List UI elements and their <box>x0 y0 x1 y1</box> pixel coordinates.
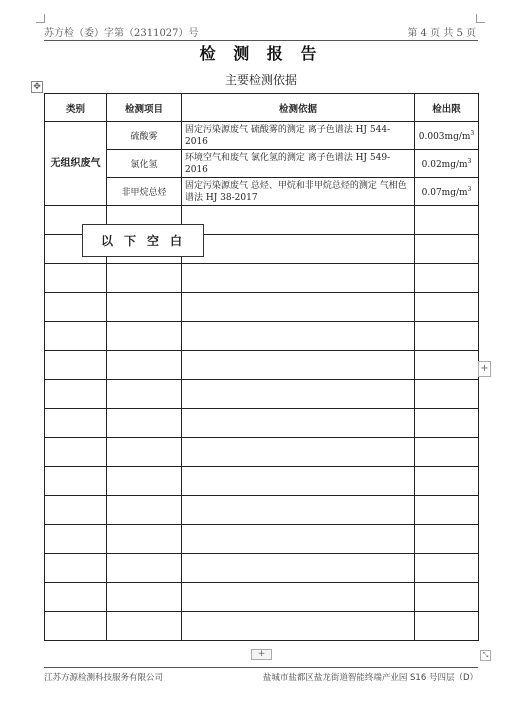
limit-cell <box>415 122 479 150</box>
empty-cell <box>107 467 182 496</box>
empty-cell <box>107 264 182 293</box>
column-header-basis: 检测依据 <box>182 94 415 122</box>
empty-cell <box>415 380 479 409</box>
empty-cell <box>415 351 479 380</box>
empty-cell <box>107 380 182 409</box>
table-row <box>45 150 479 178</box>
empty-cell <box>415 438 479 467</box>
section-subtitle: 主要检测依据 <box>224 73 297 87</box>
column-header-category: 类别 <box>45 94 107 122</box>
table-move-handle[interactable] <box>31 81 43 93</box>
empty-cell <box>107 612 182 641</box>
empty-cell <box>182 496 415 525</box>
empty-cell <box>182 467 415 496</box>
basis-cell: 环境空气和废气 氯化氢的测定 离子色谱法 HJ 549-2016 <box>182 150 415 178</box>
empty-cell <box>182 293 415 322</box>
page-header <box>44 22 478 41</box>
empty-cell <box>182 264 415 293</box>
empty-cell <box>182 409 415 438</box>
empty-cell <box>107 554 182 583</box>
plus-icon: + <box>480 363 489 374</box>
column-header-item: 检测项目 <box>107 94 182 122</box>
empty-table-row <box>45 409 479 438</box>
limit-cell <box>415 178 479 206</box>
empty-table-row <box>45 583 479 612</box>
empty-cell <box>182 322 415 351</box>
empty-cell <box>45 293 107 322</box>
empty-cell <box>107 496 182 525</box>
empty-cell <box>45 380 107 409</box>
add-column-handle[interactable] <box>478 361 491 377</box>
empty-cell <box>45 322 107 351</box>
empty-cell <box>107 351 182 380</box>
empty-cell <box>107 293 182 322</box>
column-header-limit: 检出限 <box>415 94 479 122</box>
empty-table-row <box>45 612 479 641</box>
empty-cell <box>45 496 107 525</box>
empty-cell <box>107 409 182 438</box>
empty-cell <box>107 525 182 554</box>
resize-icon: ⤡ <box>482 651 489 659</box>
empty-cell <box>415 583 479 612</box>
empty-cell <box>182 612 415 641</box>
empty-cell <box>107 438 182 467</box>
page-info: 第 4 页 共 5 页 <box>407 28 476 39</box>
empty-cell <box>45 264 107 293</box>
empty-cell <box>415 322 479 351</box>
limit-unit-superscript: 3 <box>467 185 472 193</box>
move-icon: ✥ <box>33 82 41 92</box>
empty-cell <box>182 583 415 612</box>
empty-table-row <box>45 467 479 496</box>
empty-table-row <box>45 525 479 554</box>
empty-table-row <box>45 293 479 322</box>
empty-table-row <box>45 351 479 380</box>
item-cell: 非甲烷总烃 <box>107 178 182 206</box>
table-row <box>45 122 479 150</box>
empty-cell <box>415 554 479 583</box>
empty-cell <box>182 554 415 583</box>
company-address: 盐城市盐都区盐龙街道智能终端产业园 S16 号四层（D） <box>262 673 478 683</box>
empty-rows <box>45 206 479 641</box>
empty-table-row <box>45 264 479 293</box>
empty-cell <box>415 235 479 264</box>
add-row-handle[interactable] <box>251 649 272 660</box>
empty-cell <box>415 525 479 554</box>
empty-cell <box>45 612 107 641</box>
table-header-row <box>45 94 479 122</box>
empty-cell <box>182 351 415 380</box>
empty-cell <box>182 525 415 554</box>
empty-cell <box>415 467 479 496</box>
empty-cell <box>45 525 107 554</box>
empty-cell <box>182 438 415 467</box>
basis-table <box>44 93 479 641</box>
empty-cell <box>415 264 479 293</box>
empty-cell <box>107 322 182 351</box>
category-cell: 无组织废气 <box>45 122 107 206</box>
limit-value: 0.003mg/m <box>418 131 471 142</box>
empty-cell <box>182 206 415 235</box>
page-footer <box>44 667 478 683</box>
empty-table-row <box>45 438 479 467</box>
empty-cell <box>45 351 107 380</box>
limit-unit-superscript: 3 <box>467 157 472 165</box>
item-cell: 氯化氢 <box>107 150 182 178</box>
limit-value: 0.07mg/m <box>421 187 468 198</box>
basis-cell: 固定污染源废气 总烃、甲烷和非甲烷总烃的测定 气相色谱法 HJ 38-2017 <box>182 178 415 206</box>
limit-cell <box>415 150 479 178</box>
empty-cell <box>182 235 415 264</box>
company-name: 江苏方源检测科技服务有限公司 <box>44 673 164 683</box>
empty-cell <box>415 612 479 641</box>
empty-cell <box>45 583 107 612</box>
empty-cell <box>415 293 479 322</box>
report-number: 苏方检（委）字第（2311027）号 <box>44 28 199 39</box>
empty-cell <box>182 380 415 409</box>
table-resize-handle[interactable] <box>480 650 491 661</box>
report-title: 检 测 报 告 <box>199 44 323 63</box>
limit-unit-superscript: 3 <box>470 129 475 137</box>
table-row <box>45 178 479 206</box>
limit-value: 0.02mg/m <box>421 159 468 170</box>
empty-cell <box>415 496 479 525</box>
empty-cell <box>45 467 107 496</box>
empty-table-row <box>45 380 479 409</box>
blank-below-stamp: 以下空白 <box>82 224 204 257</box>
empty-cell <box>415 409 479 438</box>
empty-cell <box>415 206 479 235</box>
plus-icon: + <box>257 649 266 659</box>
basis-cell: 固定污染源废气 硫酸雾的测定 离子色谱法 HJ 544-2016 <box>182 122 415 150</box>
empty-cell <box>107 583 182 612</box>
empty-cell <box>45 438 107 467</box>
item-cell: 硫酸雾 <box>107 122 182 150</box>
empty-cell <box>45 409 107 438</box>
empty-table-row <box>45 554 479 583</box>
empty-cell <box>45 554 107 583</box>
empty-table-row <box>45 496 479 525</box>
empty-table-row <box>45 322 479 351</box>
